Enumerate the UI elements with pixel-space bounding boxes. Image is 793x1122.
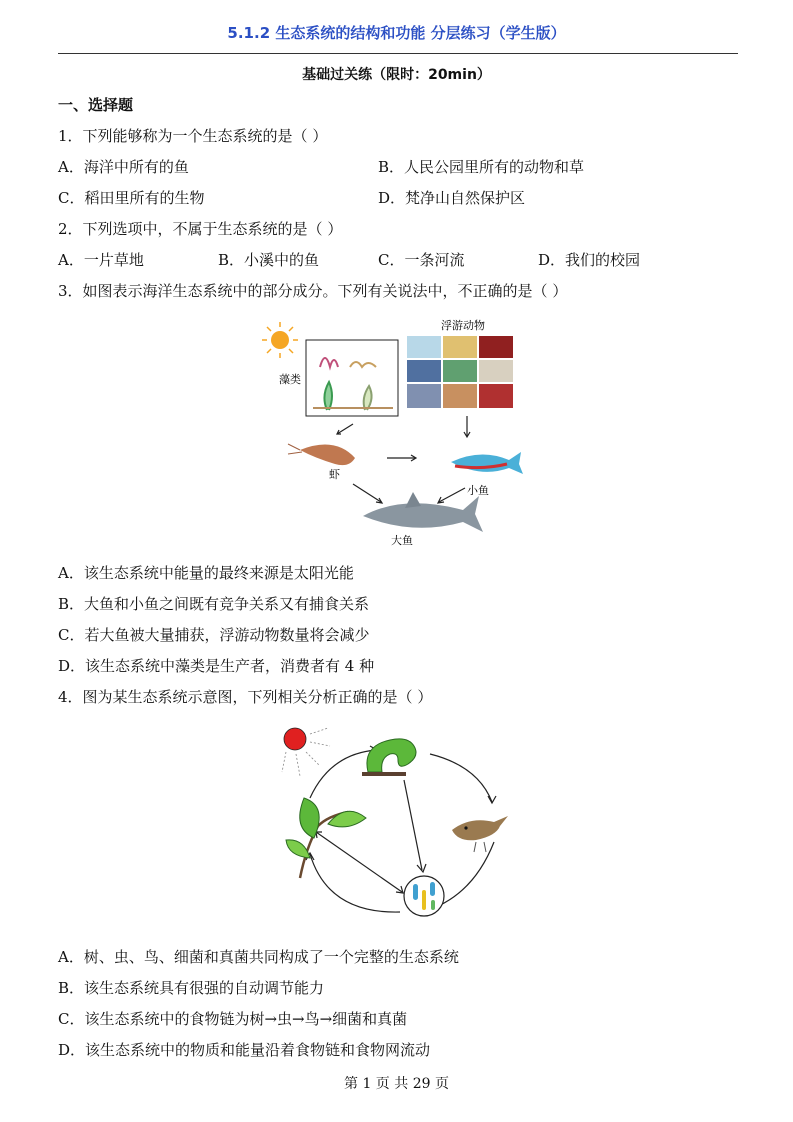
shrimp-label: 虾	[329, 468, 340, 481]
section-title: 基础过关练（限时：20min）	[302, 67, 491, 83]
question-1-option-a: A．海洋中所有的鱼	[58, 158, 189, 176]
question-3-option-c: C．若大鱼被大量捕获，浮游动物数量将会减少	[58, 626, 370, 644]
question-2-option-c: C．一条河流	[378, 251, 465, 269]
question-1-option-d: D．梵净山自然保护区	[378, 189, 526, 207]
sun-icon	[282, 728, 330, 776]
sun-icon	[262, 322, 298, 358]
question-1-option-c: C．稻田里所有的生物	[58, 189, 205, 207]
big-fish-label: 大鱼	[391, 534, 413, 547]
question-2-option-d: D．我们的校园	[538, 251, 641, 269]
caterpillar-icon	[362, 739, 416, 776]
question-1-stem: 1．下列能够称为一个生态系统的是（ ）	[58, 127, 328, 145]
bacteria-fungi-icon	[404, 876, 444, 916]
question-2-option-b: B．小溪中的鱼	[218, 251, 320, 269]
algae-label: 藻类	[279, 373, 301, 386]
food-chain-arrows	[337, 416, 470, 503]
small-fish-label: 小鱼	[467, 484, 489, 497]
bird-icon	[452, 816, 508, 852]
tree-branch-icon	[286, 798, 366, 878]
document-header-title: 5.1.2 生态系统的结构和功能 分层练习（学生版）	[227, 24, 566, 42]
shrimp-icon	[288, 444, 355, 465]
question-4-option-d: D．该生态系统中的物质和能量沿着食物链和食物网流动	[58, 1041, 431, 1059]
page-footer: 第 1 页 共 29 页	[344, 1076, 449, 1092]
question-1-option-b: B．人民公园里所有的动物和草	[378, 158, 585, 176]
question-3-stem: 3．如图表示海洋生态系统中的部分成分。下列有关说法中，不正确的是（ ）	[58, 282, 568, 300]
ecosystem-cycle-figure	[270, 720, 530, 940]
plankton-grid	[407, 336, 513, 408]
header-divider	[58, 53, 738, 54]
question-4-option-b: B．该生态系统具有很强的自动调节能力	[58, 979, 325, 997]
question-4-option-a: A．树、虫、鸟、细菌和真菌共同构成了一个完整的生态系统	[58, 948, 459, 966]
small-fish-icon	[451, 452, 523, 474]
question-3-option-a: A．该生态系统中能量的最终来源是太阳光能	[58, 564, 354, 582]
part-title: 一、选择题	[58, 96, 134, 114]
plankton-label: 浮游动物	[441, 319, 485, 332]
marine-ecosystem-figure	[255, 312, 545, 552]
big-fish-icon	[363, 492, 483, 532]
question-3-option-b: B．大鱼和小鱼之间既有竞争关系又有捕食关系	[58, 595, 370, 613]
question-4-stem: 4．图为某生态系统示意图，下列相关分析正确的是（ ）	[58, 688, 433, 706]
question-2-stem: 2．下列选项中，不属于生态系统的是（ ）	[58, 220, 343, 238]
question-4-option-c: C．该生态系统中的食物链为树→虫→鸟→细菌和真菌	[58, 1010, 408, 1028]
algae-box	[306, 340, 398, 416]
question-2-option-a: A．一片草地	[58, 251, 144, 269]
question-3-option-d: D．该生态系统中藻类是生产者，消费者有 4 种	[58, 657, 375, 675]
